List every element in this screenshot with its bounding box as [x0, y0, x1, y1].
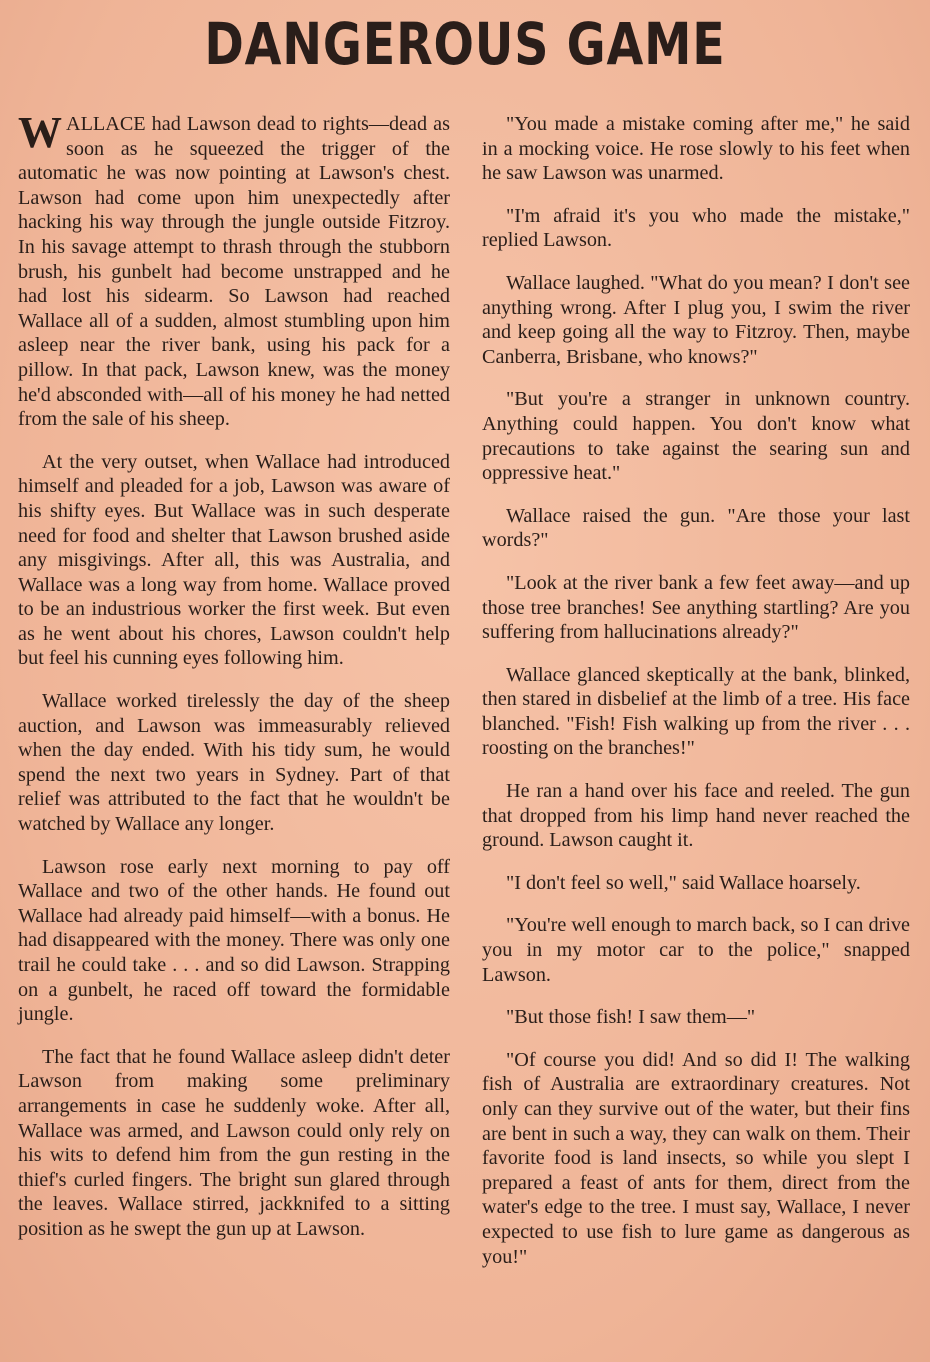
paragraph: "But you're a stranger in unknown country. Anything could happen. You don't know what precautions to take against the searing sun and oppressive heat." — [482, 388, 910, 485]
paragraph: At the very outset, when Wallace had introduced himself and pleaded for a job, Lawson was aware of his shifty eyes. But Wallace was in such desperate need for food and shelter that Lawson brushed aside any misgivings. After all, this was Australia, and Wallace was a long way from home. Wallace proved to be an industrious worker the first week. But even as he went about his chores, Lawson couldn't help but feel his cunning eyes following him. — [18, 450, 450, 670]
paragraph: Wallace raised the gun. "Are those your last words?" — [482, 504, 910, 552]
drop-cap: W — [18, 108, 62, 157]
paragraph: "But those fish! I saw them—" — [506, 1006, 756, 1029]
paragraph: "Of course you did! And so did I! The walking fish of Australia are extraordinary creatures. Not only can they survive out of the water, but their fins are bent in such a way, they can walk on them. Their favorite food is land insects, so while you slept I prepared a feast of ants for them, direct from the water's edge to the tree. I must say, Wallace, I never expected to use fish to lure game as dangerous as you!" — [482, 1048, 910, 1268]
right-column — [482, 112, 910, 1287]
paragraph: "You made a mistake coming after me," he said in a mocking voice. He rose slowly to his feet when he saw Lawson was unarmed. — [482, 113, 910, 185]
paragraph: He ran a hand over his face and reeled. The gun that dropped from his limp hand never reached the ground. Lawson caught it. — [482, 780, 910, 852]
paragraph: Wallace laughed. "What do you mean? I don't see anything wrong. After I plug you, I swim the river and keep going all the way to Fitzroy. Then, maybe Canberra, Brisbane, who knows?" — [482, 271, 910, 368]
paragraph: The fact that he found Wallace asleep didn't deter Lawson from making some preliminary arrangements in case he suddenly woke. After all, Wallace was armed, and Lawson could only rely on his wits to defend him from the gun resting in the thief's curled fingers. The bright sun glared through the leaves. Wallace stirred, jackknifed to a sitting position as he swept the gun up at Lawson. — [18, 1045, 450, 1240]
story-title: DANGEROUS GAME — [204, 10, 726, 78]
paragraph: "I'm afraid it's you who made the mistake," replied Lawson. — [482, 204, 910, 252]
paragraph — [18, 108, 450, 432]
paragraph: Wallace worked tirelessly the day of the sheep auction, and Lawson was immeasurably relieved when the day ended. With his tidy sum, he would spend the next two years in Sydney. Part of that relief was attributed to the fact that he wouldn't be watched by Wallace any longer. — [18, 690, 450, 836]
paragraph: "I don't feel so well," said Wallace hoarsely. — [506, 871, 861, 894]
paragraph: Wallace glanced skeptically at the bank, blinked, then stared in disbelief at the limb of a tree. His face blanched. "Fish! Fish walking up from the river . . . roosting on the branches!" — [482, 663, 910, 760]
left-column — [18, 108, 450, 1260]
paragraph: "You're well enough to march back, so I can drive you in my motor car to the police," snapped Lawson. — [482, 914, 910, 986]
paragraph: Lawson rose early next morning to pay off Wallace and two of the other hands. He found out Wallace had already paid himself—with a bonus. He had disappeared with the money. There was only one trail he could take . . . and so did Lawson. Strapping on a gunbelt, he raced off toward the formidable jungle. — [18, 855, 450, 1026]
paragraph-text: ALLACE had Lawson dead to rights—dead as soon as he squeezed the trigger of the automatic he was now pointing at Lawson's chest. Lawson had come upon him unexpectedly after hacking his way through the jungle outside Fitzroy. In his savage attempt to thrash through the stubborn brush, his gunbelt had become unstrapped and he had lost his sidearm. So Lawson had reached Wallace all of a sudden, almost stumbling upon him asleep near the river bank, using his pack for a pillow. In that pack, Lawson knew, was the money he'd absconded with—all of his money he had netted from the sale of his sheep. — [18, 113, 450, 431]
paragraph: "Look at the river bank a few feet away—and up those tree branches! See anything startling? Are you suffering from hallucinations already?" — [482, 571, 910, 644]
